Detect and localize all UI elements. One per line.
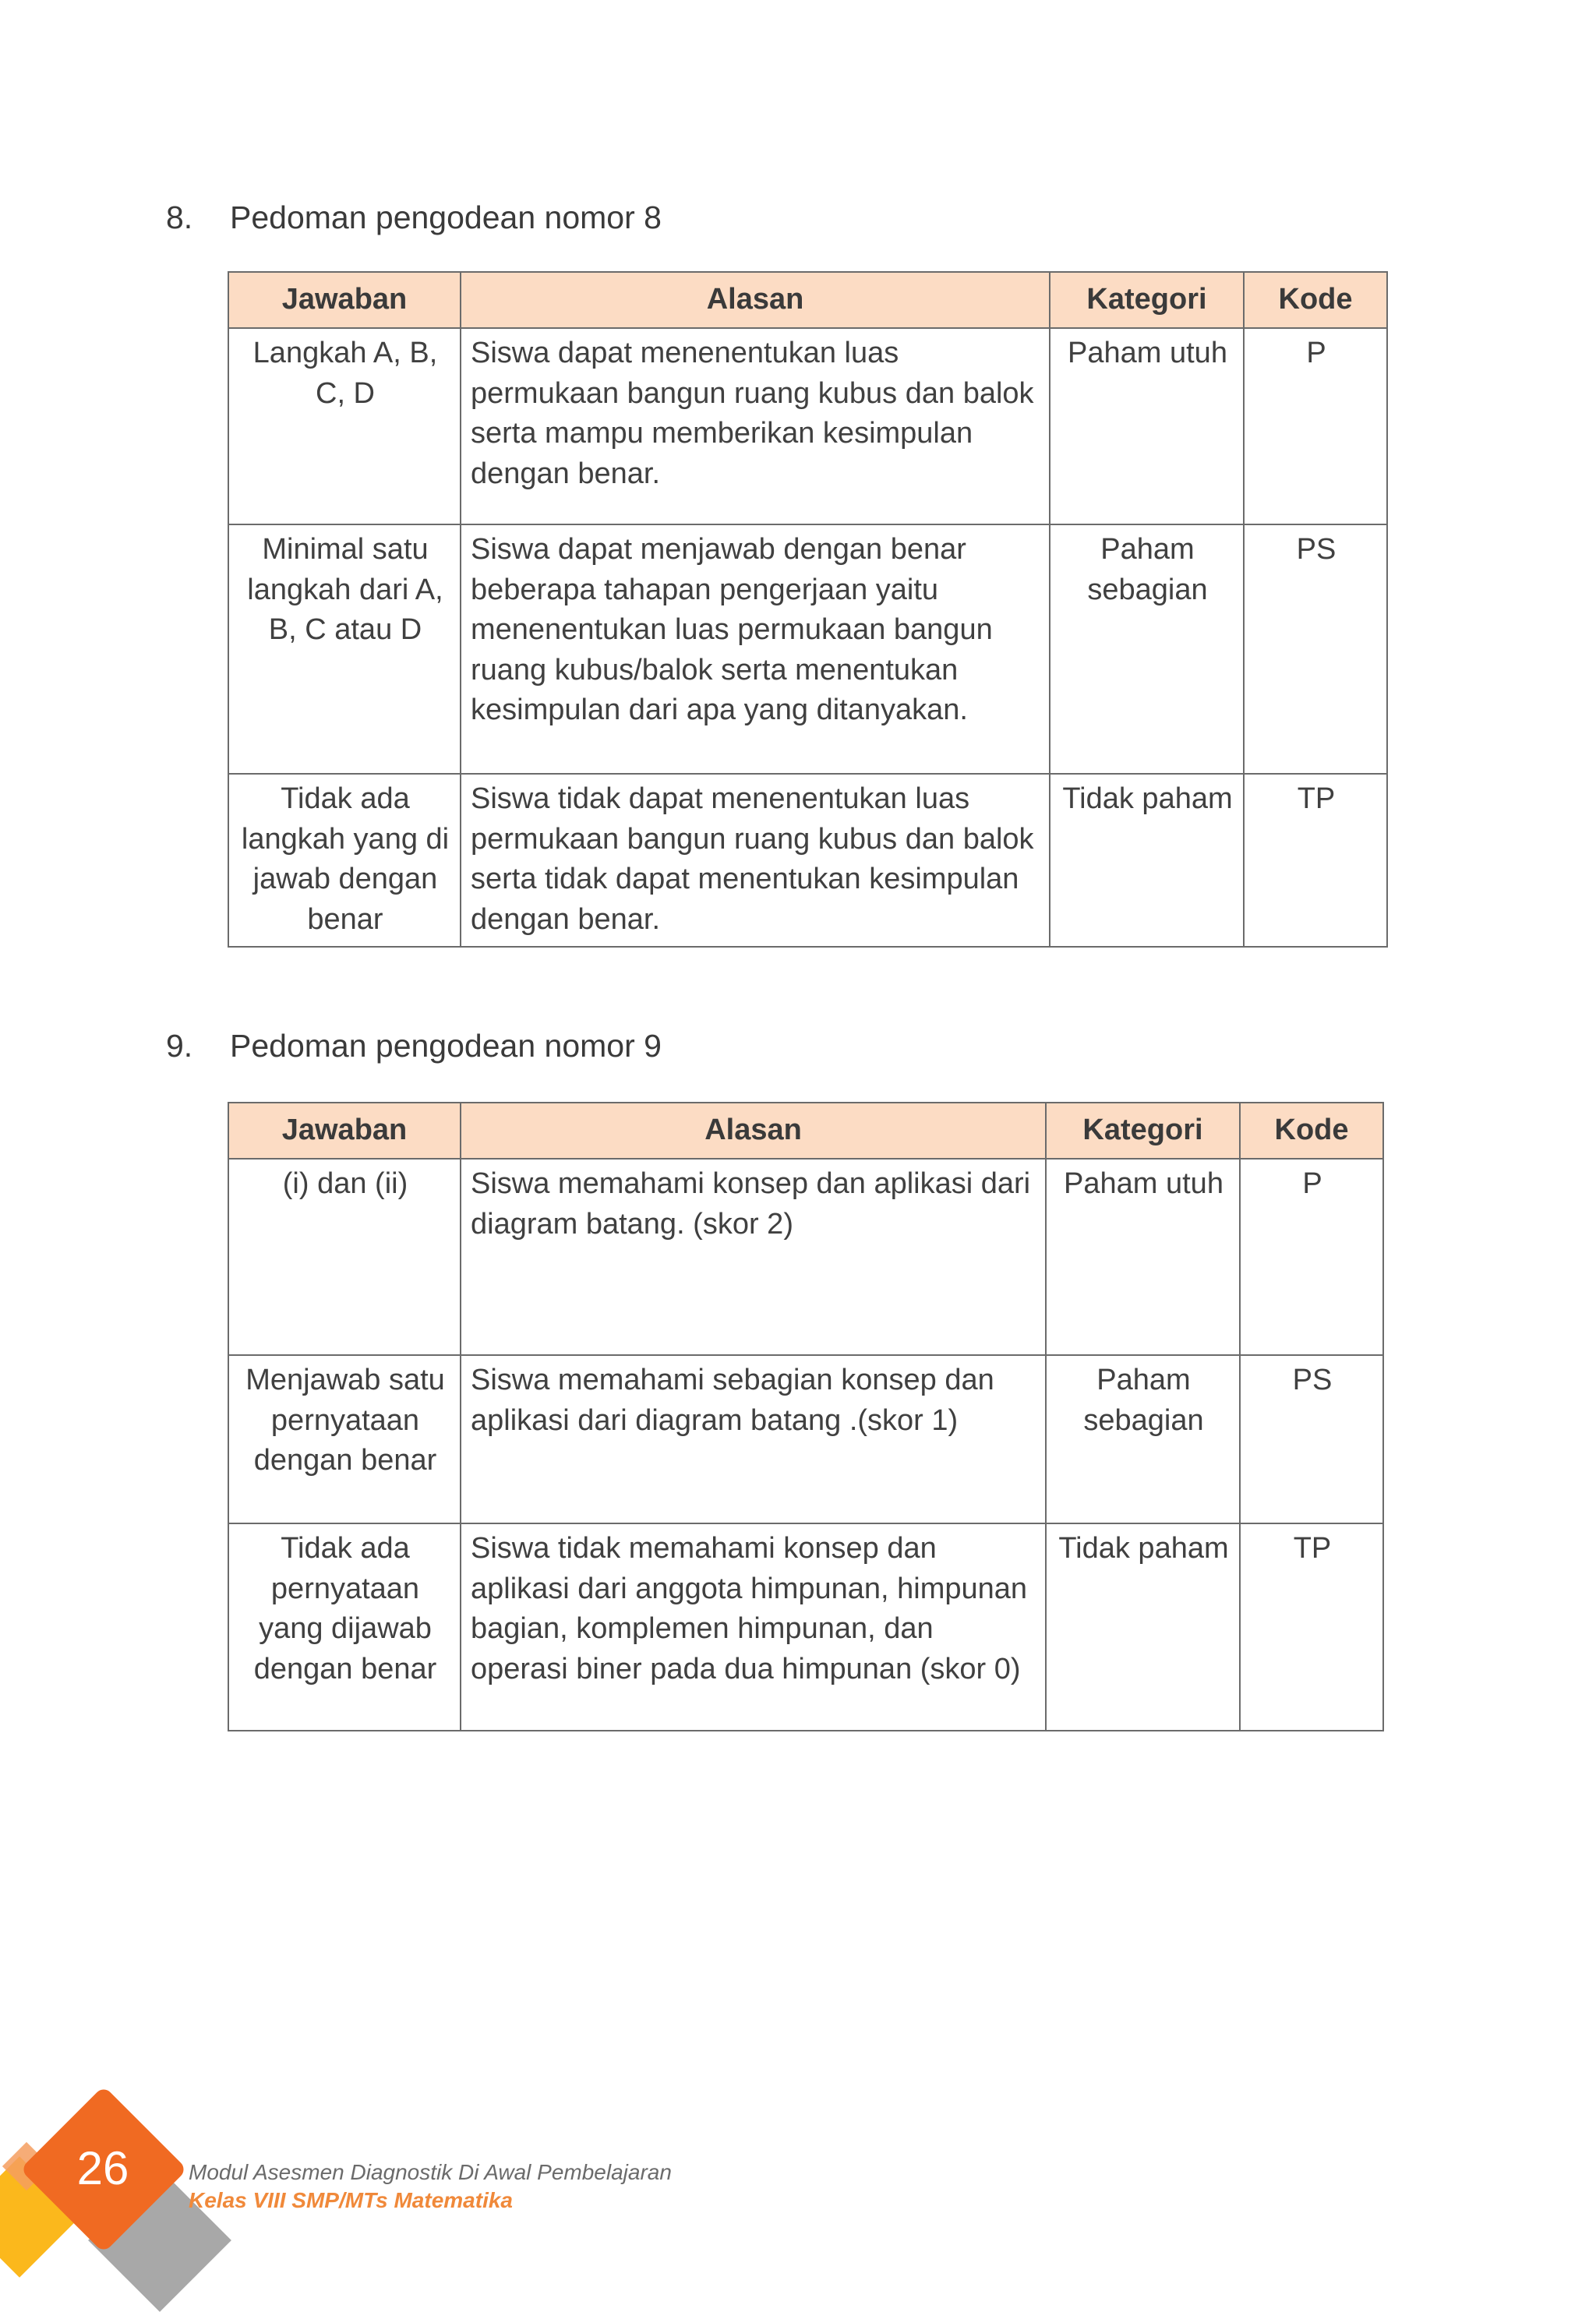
table-row xyxy=(228,328,1387,524)
coding-table-8 xyxy=(228,271,1388,948)
cell-kategori: Tidak paham xyxy=(1050,774,1244,947)
cell-kode: PS xyxy=(1240,1355,1383,1523)
header-jawaban: Jawaban xyxy=(228,1103,461,1159)
header-kategori: Kategori xyxy=(1050,272,1244,328)
section-8-title xyxy=(166,199,662,235)
cell-kode: P xyxy=(1244,328,1387,524)
cell-alasan: Siswa dapat menjawab dengan benar beberapa tahapan pengerjaan yaitu menenentukan luas permukaan bangun ruang kubus/balok serta menentukan kesimpulan dari apa yang ditanyakan. xyxy=(461,524,1050,774)
cell-alasan: Siswa tidak dapat menenentukan luas permukaan bangun ruang kubus dan balok serta tidak dapat menentukan kesimpulan dengan benar. xyxy=(461,774,1050,947)
cell-jawaban: Langkah A, B, C, D xyxy=(228,328,461,524)
cell-alasan: Siswa dapat menenentukan luas permukaan bangun ruang kubus dan balok serta mampu memberikan kesimpulan dengan benar. xyxy=(461,328,1050,524)
coding-table-9 xyxy=(228,1102,1384,1731)
footer-title: Modul Asesmen Diagnostik Di Awal Pembelajaran xyxy=(189,2160,672,2184)
cell-kode: TP xyxy=(1244,774,1387,947)
section-number: 8. xyxy=(166,199,193,235)
section-9-title xyxy=(166,1030,662,1062)
header-jawaban: Jawaban xyxy=(228,272,461,328)
cell-jawaban: Tidak ada langkah yang di jawab dengan benar xyxy=(228,774,461,947)
cell-jawaban: Minimal satu langkah dari A, B, C atau D xyxy=(228,524,461,774)
header-alasan: Alasan xyxy=(461,272,1050,328)
cell-jawaban: (i) dan (ii) xyxy=(228,1159,461,1355)
header-alasan: Alasan xyxy=(461,1103,1046,1159)
section-heading: Pedoman pengodean nomor 8 xyxy=(230,199,662,235)
cell-kode: TP xyxy=(1240,1523,1383,1731)
cell-kategori: Paham sebagian xyxy=(1050,524,1244,774)
header-kode: Kode xyxy=(1244,272,1387,328)
header-kategori: Kategori xyxy=(1046,1103,1240,1159)
table-row xyxy=(228,1355,1383,1523)
table-row xyxy=(228,1523,1383,1731)
table-row xyxy=(228,524,1387,774)
cell-alasan: Siswa memahami konsep dan aplikasi dari diagram batang. (skor 2) xyxy=(461,1159,1046,1355)
table-header-row xyxy=(228,272,1387,328)
cell-kategori: Paham sebagian xyxy=(1046,1355,1240,1523)
section-number: 9. xyxy=(166,1028,193,1064)
table-row xyxy=(228,774,1387,947)
cell-kategori: Paham utuh xyxy=(1050,328,1244,524)
section-heading: Pedoman pengodean nomor 9 xyxy=(230,1028,662,1064)
cell-kategori: Paham utuh xyxy=(1046,1159,1240,1355)
cell-jawaban: Menjawab satu pernyataan dengan benar xyxy=(228,1355,461,1523)
table-header-row xyxy=(228,1103,1383,1159)
cell-alasan: Siswa memahami sebagian konsep dan aplikasi dari diagram batang .(skor 1) xyxy=(461,1355,1046,1523)
cell-kategori: Tidak paham xyxy=(1046,1523,1240,1731)
cell-alasan: Siswa tidak memahami konsep dan aplikasi dari anggota himpunan, himpunan bagian, komplemen himpunan, dan operasi biner pada dua himpunan (skor 0) xyxy=(461,1523,1046,1731)
header-kode: Kode xyxy=(1240,1103,1383,1159)
table-row xyxy=(228,1159,1383,1355)
page-number: 26 xyxy=(76,2142,129,2194)
footer-subtitle: Kelas VIII SMP/MTs Matematika xyxy=(189,2188,513,2212)
cell-jawaban: Tidak ada pernyataan yang dijawab dengan benar xyxy=(228,1523,461,1731)
cell-kode: PS xyxy=(1244,524,1387,774)
cell-kode: P xyxy=(1240,1159,1383,1355)
